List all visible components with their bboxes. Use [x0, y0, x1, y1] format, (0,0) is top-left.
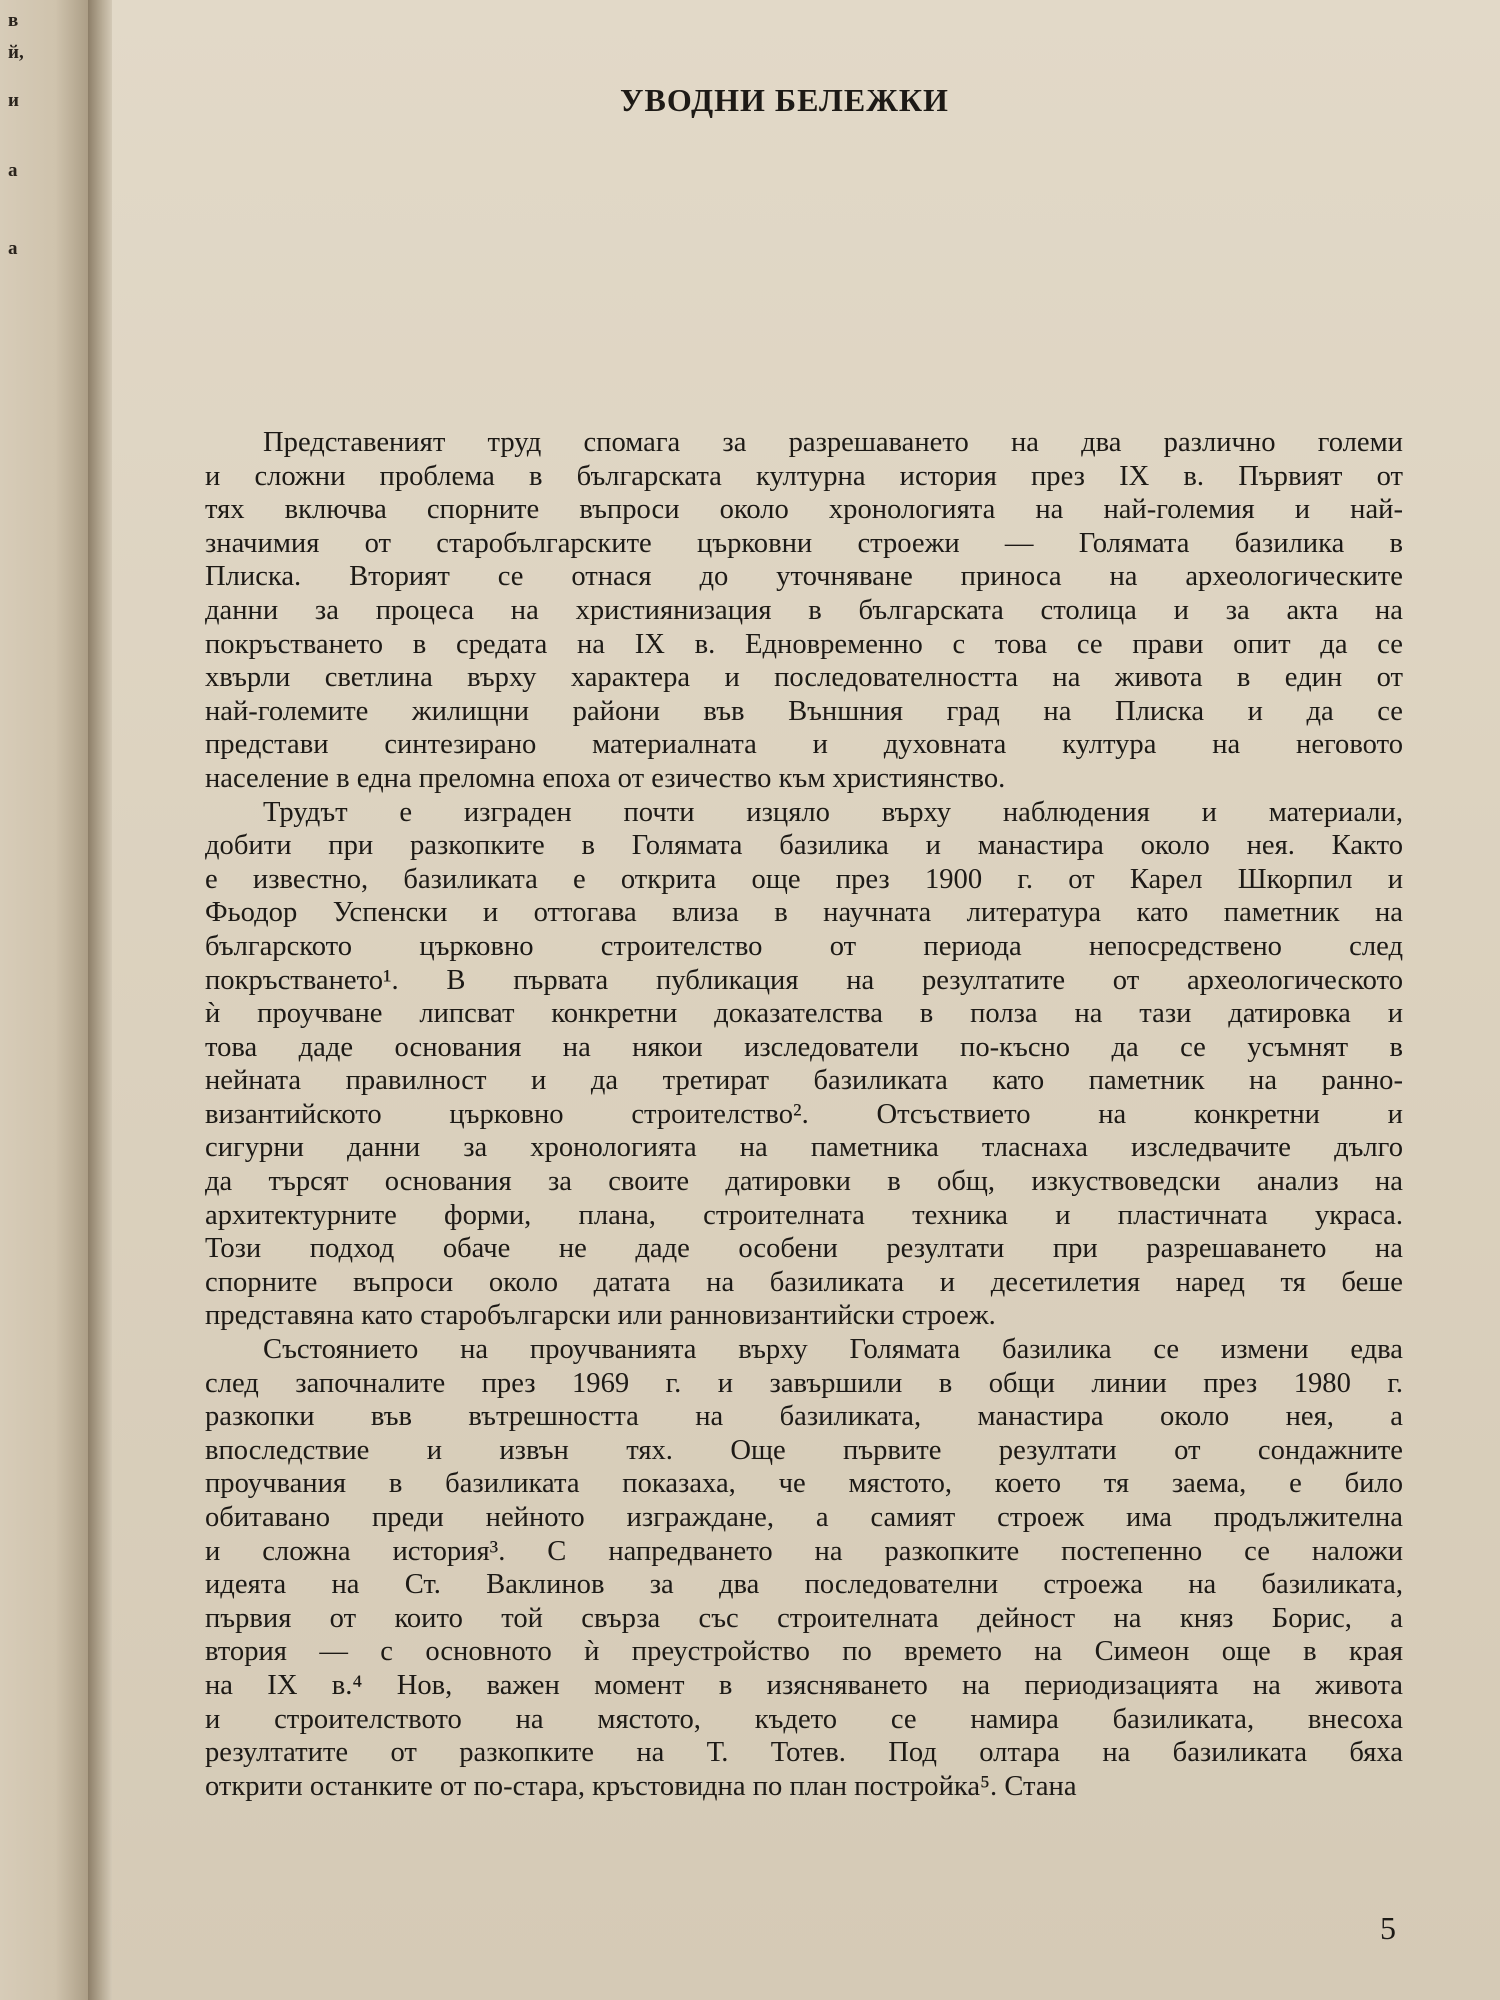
paragraph: [205, 426, 1403, 796]
text-line: население в една преломна епоха от езичество към християнство.: [205, 762, 1006, 794]
prev-page-char: а: [8, 238, 18, 259]
text-line: представи синтезирано материалната и духовната култура на неговото: [205, 729, 1403, 761]
text-line: нейната правилност и да третират базиликата като паметник на ранно-: [205, 1065, 1403, 1097]
text-line: спорните въпроси около датата на базиликата и десетилетия наред тя беше: [205, 1266, 1403, 1298]
text-line: покръстването в средата на IX в. Едновременно с това се прави опит да се: [205, 628, 1403, 660]
text-line: Този подход обаче не даде особени резултати при разрешаването на: [205, 1233, 1403, 1265]
text-line: Плиска. Вторият се отнася до уточняване приноса на археологическите: [205, 561, 1403, 593]
previous-page-text-fragments: [4, 0, 44, 300]
text-line: да търсят основания за своите датировки в общ, изкуствоведски анализ на: [205, 1166, 1403, 1198]
text-line: данни за процеса на християнизация в българската столица и за акта на: [205, 594, 1403, 626]
text-line: сигурни данни за хронологията на паметника тласнаха изследвачите дълго: [205, 1132, 1403, 1164]
text-line: впоследствие и извън тях. Още първите резултати от сондажните: [205, 1434, 1403, 1466]
prev-page-char: в: [8, 10, 19, 31]
prev-page-char: й,: [8, 42, 24, 63]
text-line: идеята на Ст. Ваклинов за два последователни строежа на базиликата,: [205, 1569, 1403, 1601]
paragraph: [205, 1333, 1403, 1803]
prev-page-char: а: [8, 160, 18, 181]
text-line: покръстването¹. В първата публикация на резултатите от археологическото: [205, 964, 1403, 996]
text-line: е известно, базиликата е открита още през 1900 г. от Карел Шкорпил и: [205, 863, 1403, 895]
prev-page-char: и: [8, 90, 19, 111]
text-line: ѝ проучване липсват конкретни доказателства в полза на тази датировка и: [205, 998, 1403, 1030]
book-gutter: [88, 0, 114, 2000]
text-line: втория — с основното ѝ преустройство по времето на Симеон още в края: [205, 1636, 1403, 1668]
text-line: представяна като старобългарски или ранновизантийски строеж.: [205, 1300, 996, 1332]
text-line: византийското църковно строителство². Отсъствието на конкретни и: [205, 1098, 1403, 1130]
text-line: Фьодор Успенски и оттогава влиза в научната литература като паметник на: [205, 897, 1403, 929]
text-line: тях включва спорните въпроси около хронологията на най-големия и най-: [205, 494, 1403, 526]
text-line: Състоянието на проучванията върху Голямата базилика се измени едва: [263, 1334, 1403, 1366]
text-line: на IX в.⁴ Нов, важен момент в изясняването на периодизацията на живота: [205, 1669, 1403, 1701]
body-text: [205, 426, 1403, 1803]
text-line: и сложни проблема в българската културна история през IX в. Първият от: [205, 460, 1403, 492]
text-line: разкопки във вътрешността на базиликата, манастира около нея, а: [205, 1401, 1403, 1433]
text-line: това даде основания на някои изследователи по-късно да се усъмнят в: [205, 1031, 1403, 1063]
text-line: хвърли светлина върху характера и последователността на живота в един от: [205, 662, 1403, 694]
text-line: открити останките от по-стара, кръстовидна по план постройка⁵. Стана: [205, 1770, 1077, 1802]
text-line: Представеният труд спомага за разрешаването на два различно големи: [263, 427, 1403, 458]
previous-page-edge: [0, 0, 92, 2000]
text-line: първия от които той свърза със строителната дейност на княз Борис, а: [205, 1602, 1403, 1634]
paragraph: [205, 796, 1403, 1334]
text-line: и сложна история³. С напредването на разкопките постепенно се наложи: [205, 1535, 1403, 1567]
text-line: добити при разкопките в Голямата базилика и манастира около нея. Както: [205, 830, 1403, 862]
text-line: обитавано преди нейното изграждане, а самият строеж има продължителна: [205, 1502, 1403, 1533]
text-line: и строителството на мястото, където се намира базиликата, внесоха: [205, 1703, 1403, 1735]
text-line: резултатите от разкопките на Т. Тотев. Под олтара на базиликата бяха: [205, 1737, 1403, 1769]
text-line: архитектурните форми, плана, строителната техника и пластичната украса.: [205, 1199, 1403, 1231]
text-line: най-големите жилищни райони във Външния град на Плиска и да се: [205, 695, 1403, 727]
text-line: проучвания в базиликата показаха, че мястото, което тя заема, е било: [205, 1468, 1403, 1500]
text-line: след започналите през 1969 г. и завършили в общи линии през 1980 г.: [205, 1367, 1403, 1399]
text-line: Трудът е изграден почти изцяло върху наблюдения и материали,: [263, 796, 1403, 828]
text-line: значимия от старобългарските църковни строежи — Голямата базилика в: [205, 527, 1403, 559]
page-number: 5: [1380, 1910, 1396, 1946]
text-line: българското църковно строителство от периода непосредствено след: [205, 930, 1403, 962]
page-title: УВОДНИ БЕЛЕЖКИ: [620, 82, 949, 118]
